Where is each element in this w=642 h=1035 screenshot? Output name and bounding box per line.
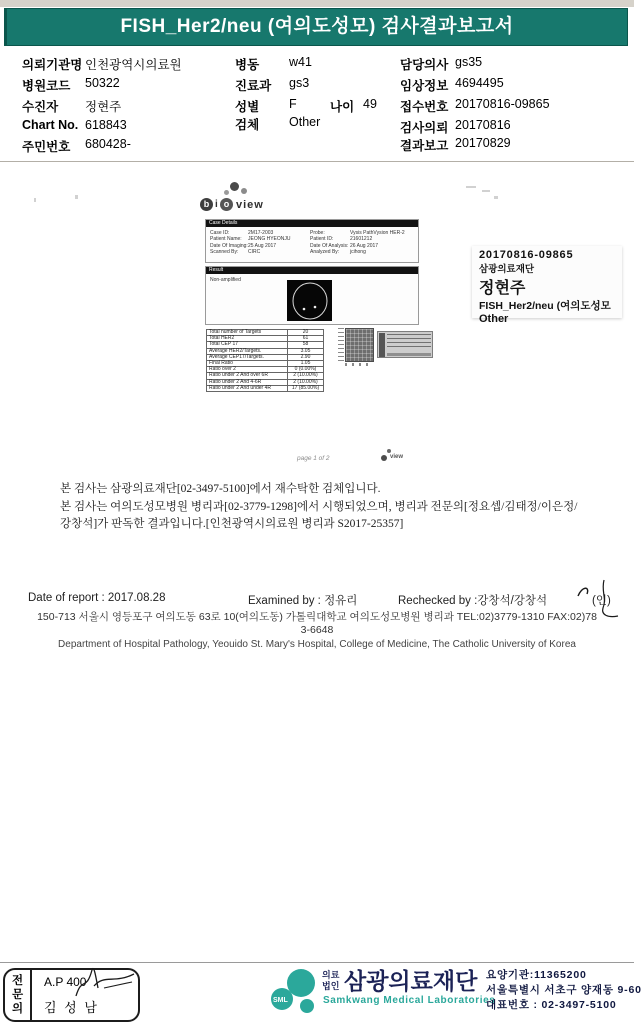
chart-thumbnail xyxy=(345,328,374,362)
cd-label: Patient Name: xyxy=(210,236,242,243)
legend-rows xyxy=(387,334,431,350)
scan-artifact xyxy=(494,196,498,199)
stat-value: 0 (0.00%) xyxy=(294,366,317,373)
address-line-1: 150-713 서울시 영등포구 여의도동 63로 10(여의도동) 가톨릭대학교 여의도성모병원 병리과 TEL:02)3779-1310 FAX:02)78 xyxy=(37,611,597,623)
scan-artifact xyxy=(466,186,476,188)
stamp-role-cell xyxy=(5,970,32,1020)
seal-text: (인) xyxy=(592,595,611,607)
field-label: 검사의뢰 xyxy=(400,121,449,135)
field-value: 20170829 xyxy=(455,136,511,150)
rechecked-by-value: 강창석/강창석 xyxy=(477,595,548,607)
stat-value: 58 xyxy=(302,341,309,348)
age-value: 49 xyxy=(363,97,377,111)
examined-by-value: 정유리 xyxy=(324,595,358,607)
note-line: 본 검사는 삼광의료재단[02-3497-5100]에서 재수탁한 검체입니다. xyxy=(60,483,381,495)
field-value: gs3 xyxy=(289,76,310,90)
stat-label: Ratio under 2 And over 6R xyxy=(207,373,288,378)
cd-value: 25 Aug 2017 xyxy=(248,242,277,249)
address-line-3: Department of Hospital Pathology, Yeouido St. Mary's Hospital, College of Medicine, The Catholic University of Korea xyxy=(58,639,576,650)
sticker-patient-name: 정현주 xyxy=(479,280,526,297)
bioview-dot xyxy=(387,449,391,453)
chart-x-axis-ticks xyxy=(345,363,372,366)
field-value: 618843 xyxy=(85,118,127,132)
cd-label: Analyzed By: xyxy=(310,249,340,256)
scan-artifact xyxy=(34,198,36,202)
page-indicator: page 1 of 2 xyxy=(297,455,330,462)
sticker-specimen: Other xyxy=(479,313,509,325)
field-value: 50322 xyxy=(85,76,120,90)
bioview-word: view xyxy=(236,199,264,211)
stat-value: 2.90 xyxy=(300,353,311,360)
address-line-2: 3-6648 xyxy=(300,624,334,636)
result-status: Non-amplified xyxy=(210,277,241,283)
rechecked-by xyxy=(398,592,547,608)
stat-value: 20 xyxy=(302,329,309,335)
field-value: F xyxy=(289,97,297,111)
field-value: 20170816 xyxy=(455,118,511,132)
contact-line: 대표번호 : 02-3497-5100 xyxy=(486,999,617,1011)
bioview-logo-small xyxy=(381,451,421,465)
bioview-letter-o: o xyxy=(220,198,233,211)
bioview-logo xyxy=(198,186,278,218)
stat-value: 2 (10.00%) xyxy=(293,372,318,379)
cd-value: jcihong xyxy=(350,249,366,256)
section-divider xyxy=(0,161,634,163)
field-label: 접수번호 xyxy=(400,100,449,114)
table-row xyxy=(207,379,323,385)
window-top-strip xyxy=(0,0,634,7)
table-row xyxy=(207,372,323,378)
stamp-role: 전문의 xyxy=(11,975,24,1015)
field-label: 주민번호 xyxy=(22,140,71,154)
stat-value: 1.05 xyxy=(300,360,311,367)
stat-value: 61 xyxy=(302,335,309,342)
note-line: 강창석]가 판독한 결과입니다.[인천광역시의료원 병리과 S2017-25357] xyxy=(60,518,404,530)
cd-value: JEONG HYEONJU xyxy=(248,236,291,243)
bioview-letter-b: b xyxy=(200,198,213,211)
stat-label: Ratio under 2 And 4-6R xyxy=(207,380,288,385)
contact-line: 요양기관:11365200 xyxy=(486,969,587,981)
cd-value: 2M17-2003 xyxy=(248,230,274,236)
field-value: 인천광역시의료원 xyxy=(85,58,182,72)
stamp-grade: A.P 400 xyxy=(44,975,87,989)
chart-y-axis-ticks xyxy=(338,328,344,362)
stat-label: Average CEP17/Targets. xyxy=(207,355,288,360)
stat-label: Average HER2/Targets. xyxy=(207,349,288,354)
field-label: Chart No. xyxy=(22,118,79,132)
sticker-lab: 삼광의료재단 xyxy=(479,264,535,275)
cd-label: Case ID: xyxy=(210,230,230,236)
field-label: 수진자 xyxy=(22,100,59,114)
field-value: gs35 xyxy=(455,55,483,69)
cd-label: Date Of Imaging: xyxy=(210,242,248,249)
rechecked-by-label: Rechecked by : xyxy=(398,595,478,607)
org-name: 삼광의료재단 xyxy=(344,968,478,994)
cd-value: 26 Aug 2017 xyxy=(350,242,379,249)
bioview-dot xyxy=(224,190,229,195)
field-label: 성별 xyxy=(235,100,260,114)
sml-logo-text: SML xyxy=(273,997,288,1004)
scan-artifact xyxy=(482,190,490,192)
stat-label: Final Ratio xyxy=(207,361,288,366)
cd-value: Vysis PathVysion HER-2 xyxy=(350,230,405,236)
field-label: 진료과 xyxy=(235,79,272,93)
examined-by-label: Examined by : xyxy=(248,595,325,607)
sml-logo xyxy=(268,968,320,1022)
scan-artifact xyxy=(75,195,78,199)
bioview-dot xyxy=(230,182,239,191)
chart-legend-box xyxy=(377,331,433,358)
legend-footer-row xyxy=(387,353,431,356)
stamp-name: 김 성 남 xyxy=(44,1000,99,1015)
field-label: 병원코드 xyxy=(22,79,71,93)
field-label: 임상정보 xyxy=(400,79,449,93)
field-value: 4694495 xyxy=(455,76,504,90)
report-title-bar: FISH_Her2/neu (여의도성모) 검사결과보고서 xyxy=(4,8,628,46)
table-row xyxy=(207,385,323,391)
org-prefix-top: 의료 xyxy=(322,970,340,980)
stat-label: Ratio over 2 xyxy=(207,367,288,372)
fish-cell-image xyxy=(287,280,332,321)
stat-value: 2 (10.00%) xyxy=(293,378,318,385)
org-prefix-bottom: 법인 xyxy=(322,981,340,991)
specimen-label-sticker xyxy=(472,246,622,325)
stat-value: 17 (85.00%) xyxy=(291,384,320,391)
stat-label: Total number of Targets xyxy=(207,330,288,335)
bioview-letter-i: i xyxy=(215,199,218,210)
pathologist-signature xyxy=(68,958,143,1004)
field-label: 결과보고 xyxy=(400,139,449,153)
date-of-report-value: 2017.08.28 xyxy=(107,592,166,604)
legend-color-strip xyxy=(379,333,385,357)
case-details-box xyxy=(205,219,419,263)
examined-by xyxy=(248,592,357,608)
sticker-accession: 20170816-09865 xyxy=(479,249,574,261)
stat-label: Total HER2 xyxy=(207,336,288,341)
field-label: 담당의사 xyxy=(400,58,449,72)
field-value: Other xyxy=(289,115,321,129)
field-value: 680428- xyxy=(85,137,131,151)
cd-value: CIRC xyxy=(248,249,261,256)
cd-label: Scanned By: xyxy=(210,249,239,256)
contact-line: 서울특별시 서초구 양재동 9-60 xyxy=(486,984,642,996)
case-details-header: Case Details xyxy=(206,220,418,227)
date-of-report-label: Date of report : xyxy=(28,592,108,604)
field-label: 검체 xyxy=(235,118,260,132)
bioview-dot xyxy=(381,455,387,461)
date-of-report xyxy=(28,592,165,604)
cd-label: Date Of Analysis: xyxy=(310,242,349,249)
field-label: 의뢰기관명 xyxy=(22,58,83,72)
stat-label: Ratio under 2 And under 4R xyxy=(207,386,288,391)
report-notes xyxy=(60,481,622,534)
cd-label: Patient ID: xyxy=(310,236,334,243)
sticker-test-name: FISH_Her2/neu (여의도성모 xyxy=(479,300,611,312)
bioview-dot xyxy=(241,188,247,194)
table-row xyxy=(207,341,323,347)
cd-value: 21601212 xyxy=(350,236,373,243)
fish-stats-table xyxy=(206,329,324,392)
cd-label: Probe: xyxy=(310,230,325,236)
table-row xyxy=(207,348,323,354)
stat-value: 3.05 xyxy=(300,347,311,354)
note-line: 본 검사는 여의도성모병원 병리과[02-3779-1298]에서 시행되었으며, 병리과 전문의[정요셉/김태정/이은정/ xyxy=(60,500,578,513)
field-value: w41 xyxy=(289,55,312,69)
case-details-row xyxy=(210,249,414,255)
bioview-word: view xyxy=(390,454,404,460)
field-value: 정현주 xyxy=(85,100,122,114)
field-value: 20170816-09865 xyxy=(455,97,550,111)
stat-label: Total CEP 17 xyxy=(207,342,288,347)
result-header: Result xyxy=(206,267,418,274)
field-label: 병동 xyxy=(235,58,260,72)
org-name-en: Samkwang Medical Laboratories xyxy=(323,995,496,1006)
age-label: 나이 xyxy=(330,100,355,114)
